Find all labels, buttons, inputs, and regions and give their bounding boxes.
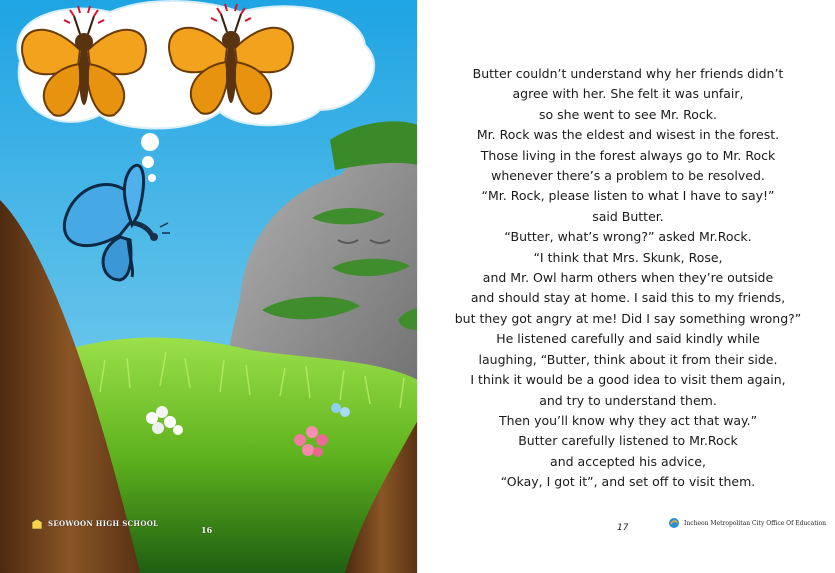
story-line: agree with her. She felt it was unfair, xyxy=(512,86,744,102)
story-line: laughing, “Butter, think about it from their side. xyxy=(478,351,778,367)
story-line: and try to understand them. xyxy=(539,392,717,408)
story-line: and accepted his advice, xyxy=(550,453,706,469)
story-line: Those living in the forest always go to Mr. Rock xyxy=(480,147,776,163)
story-line: Butter carefully listened to Mr.Rock xyxy=(518,433,738,449)
right-page-footer xyxy=(668,514,826,533)
story-line: “I think that Mrs. Skunk, Rose, xyxy=(533,249,723,265)
story-line: Then you’ll know why they act that way.” xyxy=(498,412,758,428)
story-line: and should stay at home. I said this to my friends, xyxy=(470,290,786,306)
school-emblem-icon xyxy=(32,514,42,533)
story-line: so she went to see Mr. Rock. xyxy=(539,106,717,122)
story-line: whenever there’s a problem to be resolved. xyxy=(491,168,765,184)
story-line: “Butter, what’s wrong?” asked Mr.Rock. xyxy=(504,229,752,245)
story-line: said Butter. xyxy=(592,208,664,224)
school-name: SEOWOON HIGH SCHOOL xyxy=(48,519,159,528)
left-page-number: 16 xyxy=(201,525,213,535)
story-line: I think it would be a good idea to visit them again, xyxy=(470,372,786,388)
story-line: “Okay, I got it”, and set off to visit them. xyxy=(500,474,756,490)
right-page-text xyxy=(418,0,835,573)
story-line: Mr. Rock was the eldest and wisest in the forest. xyxy=(476,127,780,143)
story-line: He listened carefully and said kindly while xyxy=(496,331,760,347)
story-line: but they got angry at me! Did I say something wrong?” xyxy=(454,310,802,326)
story-line: and Mr. Owl harm others when they’re outside xyxy=(482,270,774,286)
education-office-name: Incheon Metropolitan City Office Of Education xyxy=(684,520,827,527)
story-text xyxy=(448,64,808,493)
story-line: “Mr. Rock, please listen to what I have to say!” xyxy=(481,188,775,204)
left-page-footer xyxy=(32,514,158,533)
story-line: Butter couldn’t understand why her friends didn’t xyxy=(472,66,784,81)
education-office-logo-icon xyxy=(668,514,680,533)
right-page-number: 17 xyxy=(617,523,629,533)
